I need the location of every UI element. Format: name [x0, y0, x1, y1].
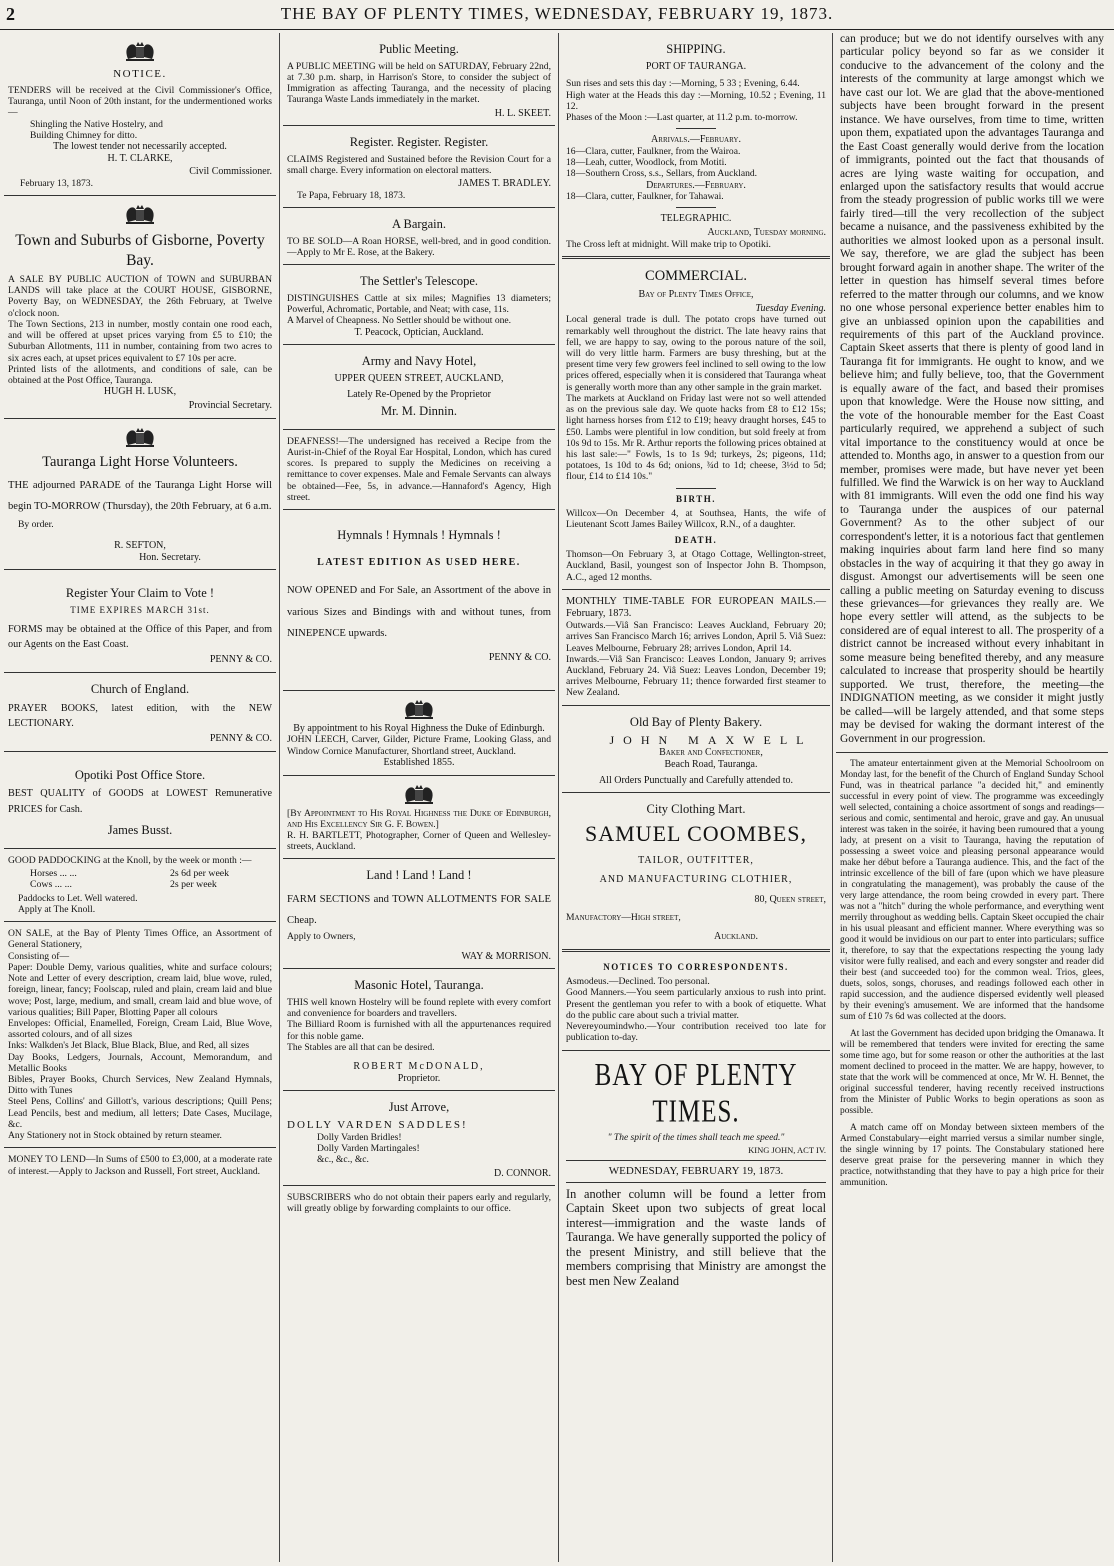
- paddocking-rates: [30, 868, 272, 891]
- public-meeting-heading: Public Meeting.: [379, 42, 459, 56]
- volunteers-heading: Tauranga Light Horse Volunteers.: [42, 453, 238, 470]
- column-rule: [558, 33, 559, 1562]
- register-ad: [283, 126, 555, 208]
- bartlett-ad: [283, 776, 555, 860]
- rule: [676, 128, 716, 129]
- stationery-envelopes: Envelopes: Official, Enamelled, Foreign, Cream Laid, Blue Wove, assorted colours, and of all sizes: [8, 1017, 272, 1041]
- royal-crest-icon: [287, 697, 551, 723]
- rule: [566, 1160, 826, 1161]
- gisborne-signer: HUGH H. LUSK,: [103, 386, 177, 398]
- stationery-inks: Inks: Walkden's Jet Black, Blue Black, Blue, and Red, all sizes: [8, 1040, 250, 1052]
- editorial-section: [562, 1051, 830, 1295]
- masonic-signer: ROBERT McDONALD,: [353, 1061, 485, 1072]
- telescope-heading: The Settler's Telescope.: [359, 274, 479, 289]
- shipping-moon: Phases of the Moon :—Last quarter, at 11.2 p.m. to-morrow.: [566, 111, 798, 123]
- birth-text: Willcox—On December 4, at Southsea, Hants, the wife of Lieutenant Scott James Bailey Willcox, R.N., of a daughter.: [566, 508, 826, 531]
- gisborne-text: A SALE BY PUBLIC AUCTION of TOWN and SUBURBAN LANDS will take place at the COURT HOUSE, GISBORNE, Poverty Bay, on WEDNESDAY, the 26th February, at Twelve o'clock noon.: [8, 273, 272, 319]
- masonic-ad: [283, 969, 555, 1091]
- opotiki-text: BEST QUALITY of GOODS at LOWEST Remunerative PRICES for Cash.: [8, 788, 272, 815]
- gisborne-text-3: Printed lists of the allotments, and conditions of sale, can be obtained at the Post Office, Tauranga.: [8, 363, 272, 386]
- volunteers-signer: R. SEFTON,: [114, 540, 166, 552]
- hymnals-ad: [283, 510, 555, 691]
- stationery-pens: Steel Pens, Collins' and Gillott's, various descriptions; Quill Pens; Lead Pencils, best and medium, all letters; Date Cases, Mucilage, &c.: [8, 1096, 272, 1130]
- column-rule: [832, 33, 833, 1562]
- arrival-item: 16—Clara, cutter, Faulkner, from the Wairoa.: [566, 145, 741, 157]
- mails-inwards: Inwards.—Viâ San Francisco: Leaves London, January 9; arrives Auckland, February 24. Viâ Suez: Leaves London, December 19; arrives Melbourne, February 11; thence forwarded first steamer to New Zealand.: [566, 653, 826, 699]
- editorial-body: can produce; but we do not identify ourselves with any particular policy beyond so far as we consider it conducive to the advancement of the colony and the interests of the community at large amongst which we have cast our lot. We are glad that the above-mentioned subjects have been brought forward in the present instance. We have ourselves, from time to time, written upon them, expatiated upon the advantages Tauranga and the East Coast generally would derive from the location of immigrants, pointed out the fact that thousands of acres are lying waste waiting for occupation, and enlarged upon the satisfactory results that would accrue from the steady progression of public works till we were fairly tired—till the very recollection of the subject became a nuisance, and the passiveness exhibited by the authorities we almost looked upon as a personal insult. We say, therefore, we are glad the subject has been brought forward again in another shape. The writer of the letter in question has himself several times before referred to the matter through our columns, and we know no one whose personal experience better enables him to give an unbiassed opinion upon the capabilities and requirements of this part of the Auckland province. Captain Skeet asserts that there is plenty of good land in Tauranga fit for immigrants. He ought to know, and we believe him; and fully believe, too, that the Government is equally aware of the fact, and based their promises upon that knowledge. Were the House now sitting, and the vote of the honourable member for the East Coast particularly required, we apprehend a subject of such vital importance to the constituency would at once be attended to. Months ago, in answer to a question from our member, promises were made, but have never yet been fulfilled. We find the Warwick is on her way to Auckland with 81 immigrants. Will even the odd one find his way to Tauranga under the auspices of our paternal Government? As to the other subject of our correspondent's letter, it is a notorious fact that gentlemen making inquiries about farm land here find so many obstacles in the way of acquiring it that they go away in disgust. Amongst our advertisements will be seen one calling a public meeting on Saturday evening to discuss these grievances—for grievances they really are. We hope every settler will attend, as the subjects to be considered are of equal interest to all. The prosperity of a district cannot be increased without every inhabitant in some measure being benefited thereby, and any measure calculated to increase that prosperity should be heartily supported. We trust, therefore, the meeting—the INDIGNATION meeting, as we consider it might justly be called—will be largely attended, and that some steps may be devised for waking the dormant interest of the Government in our progression.: [840, 33, 1104, 745]
- register-heading: Register. Register. Register.: [349, 135, 489, 150]
- news-entertainment: The amateur entertainment given at the Memorial Schoolroom on Monday last, for the benefit of the Church of England Sunday School Fund, was in theatrical parlance "a decided hit," and eminently successful in every point of view. The programme was exceedingly well selected, containing a choice assortment of songs and readings—serious and comic, sentimental and heroic, grave and gay. An unusual interest was taken in the soirée, it having been rumoured that a young lady, at present on a visit to Tauranga, having the reputation of possessing a sweet voice and pleasing personal appearance would make her début before a Tauranga audience. This, and the fact of the intrinsic excellence of the bill of fare (upon which we have pleasure in congratulating the management), was probably the cause of the very large attendance, the room being crowded in every part. There was not a "hitch" during the whole performance, and everything went merrily throughout as wedding bells. Captain Skeet occupied the chair in his usual pleasant and efficient manner. Where everything was so good it would be invidious on our part to enter into particulars; suffice it, therefore, to say that the expectations respecting the young lady visitor were fully realised, and each and every songster and reader did their best (and succeeded too) for the common weal. Trios, glees, duets, solos, songs, choruses, and readings followed each other in rapid succession, and the audience dispersed evidently well pleased by their evening's amusement. We are informed that the handsome sum of £10 7s 6d was collected at the doors.: [840, 759, 1104, 1023]
- royal-crest-icon: [287, 782, 551, 808]
- motto: " The spirit of the times shall teach me speed.": [607, 1133, 785, 1144]
- bakery-ad: [562, 706, 830, 794]
- telescope-text: DISTINGUISHES Cattle at six miles; Magnifies 13 diameters; Powerful, Achromatic, Portable, and Neat; with case, 11s.: [287, 292, 551, 316]
- correspondent-item: Nevereyoumindwho.—Your contribution received too late for publication to-day.: [566, 1021, 826, 1044]
- deafness-text: DEAFNESS!—The undersigned has received a Recipe from the Aurist-in-Chief of the Royal Ear Hospital, London, which has cured scores. Is prepared to supply the Medicines on receiving a remittance to cover expenses. Male and Female Servants can always be obtained—Fee, 5s, in advance.—Hannaford's Agency, High street.: [287, 435, 551, 503]
- bargain-ad: [283, 208, 555, 265]
- register-vote-heading: Register Your Claim to Vote !: [65, 586, 215, 601]
- departure-item: 18—Clara, cutter, Faulkner, for Tahawai.: [566, 191, 724, 203]
- register-vote-text: FORMS may be obtained at the Office of this Paper, and from our Agents on the East Coast.: [8, 623, 272, 650]
- gisborne-ad: [4, 196, 276, 418]
- money-ad: [4, 1148, 276, 1182]
- clothing-city: Auckland.: [714, 931, 758, 942]
- rule: [676, 488, 716, 489]
- leech-est: Established 1855.: [383, 756, 455, 768]
- masonic-signer-title: Proprietor.: [397, 1072, 441, 1084]
- paddocking-text: GOOD PADDOCKING at the Knoll, by the week or month :—: [8, 854, 252, 866]
- telescope-text-2: A Marvel of Cheapness. No Settler should be without one.: [287, 315, 512, 327]
- stationery-text: ON SALE, at the Bay of Plenty Times Office, an Assortment of General Stationery,: [8, 928, 272, 951]
- bakery-heading: Old Bay of Plenty Bakery.: [629, 714, 763, 729]
- masthead: [0, 0, 1114, 30]
- register-vote-ad: [4, 570, 276, 672]
- correspondent-item: Asmodeus.—Declined. Too personal.: [566, 976, 710, 988]
- clothing-ad: [562, 793, 830, 951]
- commercial-heading: COMMERCIAL.: [645, 268, 747, 285]
- clothing-line-1: TAILOR, OUTFITTER,: [638, 854, 754, 866]
- royal-crest-icon: [8, 202, 272, 228]
- hymnals-signer: PENNY & CO.: [488, 652, 551, 663]
- news-cricket: A match came off on Monday between sixteen members of the Armed Constabulary—eight married versus a similar number single, the single winning by 17 points. The Constabulary stationed here deserve great praise for the persevering manner in which they practice, notwithstanding that they have to pay a high price for their ammunition.: [840, 1123, 1104, 1189]
- local-news: [836, 753, 1108, 1195]
- land-heading: Land ! Land ! Land !: [366, 868, 472, 883]
- telescope-ad: [283, 265, 555, 345]
- stationery-books: Day Books, Ledgers, Journals, Account, Memorandum, and Metallic Books: [8, 1051, 272, 1074]
- editorial-date: WEDNESDAY, FEBRUARY 19, 1873.: [608, 1165, 784, 1178]
- bakery-name: JOHN MAXWELL: [609, 733, 813, 748]
- paddocking-ad: [4, 849, 276, 923]
- public-meeting-signer: H. L. SKEET.: [494, 107, 551, 119]
- death-heading: DEATH.: [674, 534, 718, 545]
- column-3: [562, 33, 830, 1562]
- public-meeting-text: A PUBLIC MEETING will be held on SATURDAY, February 22nd, at 7.30 p.m. sharp, in Harrison's Store, to consider the subject of Immigration as affecting Tauranga, and the necessity of placing Tauranga Waste Lands immediately in the market.: [287, 60, 551, 106]
- opotiki-signer: James Busst.: [107, 823, 173, 838]
- correspondents-heading: NOTICES TO CORRESPONDENTS.: [603, 961, 789, 972]
- army-navy-sub: UPPER QUEEN STREET, AUCKLAND,: [334, 372, 504, 384]
- editorial-continued: [836, 33, 1108, 753]
- bartlett-appointment: [By Appointment to His Royal Highness the Duke of Edinburgh, and His Excellency Sir G. F. Bowen.]: [287, 807, 551, 830]
- commercial-dateline: Bay of Plenty Times Office,: [638, 288, 754, 300]
- church-ad: [4, 673, 276, 752]
- commercial-dateline-2: Tuesday Evening.: [755, 302, 826, 314]
- army-navy-heading: Army and Navy Hotel,: [361, 354, 477, 369]
- hymnals-text: NOW OPENED and For Sale, an Assortment of the above in various Sizes and Bindings with and without tunes, from NINEPENCE upwards.: [287, 585, 551, 639]
- church-signer: PENNY & CO.: [209, 733, 272, 745]
- commercial-text: Local general trade is dull. The potato crops have turned out remarkably well throughout the district. The late heavy rains that fell, we are happy to say, owing to the porous nature of the soil, will do very little harm. Farmers are busy threshing, but at the present time very few growers feel inclined to sell owing to the low prices offered, especially when it is considered that Tauranga wheat is generally worth more than any other sample in the grain market.: [566, 314, 826, 393]
- royal-crest-icon: [8, 425, 272, 451]
- volunteers-ad: [4, 419, 276, 571]
- land-apply: Apply to Owners,: [287, 931, 356, 943]
- bargain-heading: A Bargain.: [392, 217, 446, 232]
- notice-item: Building Chimney for ditto.: [30, 129, 138, 141]
- newspaper-nameplate: BAY OF PLENTY TIMES.: [594, 1058, 798, 1129]
- register-date: Te Papa, February 18, 1873.: [297, 189, 406, 201]
- army-navy-line: Lately Re-Opened by the Proprietor: [347, 388, 491, 400]
- paddocking-line-3: Apply at The Knoll.: [18, 903, 96, 915]
- gisborne-heading: Town and Suburbs of Gisborne, Poverty Bay.: [15, 232, 265, 269]
- army-navy-name: Mr. M. Dinnin.: [380, 404, 458, 419]
- church-heading: Church of England.: [90, 681, 190, 696]
- commercial-section: [562, 259, 830, 590]
- clothing-address: 80, Queen street,: [754, 894, 826, 906]
- masonic-text: THIS well known Hostelry will be found replete with every comfort and convenience for boarders and travellers.: [287, 996, 551, 1020]
- register-vote-signer: PENNY & CO.: [209, 654, 272, 666]
- shipping-tide: High water at the Heads this day :—Morning, 10.52 ; Evening, 11 12.: [566, 89, 826, 112]
- notice-heading: NOTICE.: [113, 68, 167, 80]
- rule: [676, 207, 716, 208]
- arrove-line: &c., &c., &c.: [317, 1154, 369, 1166]
- arrove-ad: [283, 1091, 555, 1186]
- arrival-item: 18—Leah, cutter, Woodlock, from Motiti.: [566, 157, 727, 169]
- page-number: 2: [6, 4, 15, 24]
- masonic-heading: Masonic Hotel, Tauranga.: [354, 978, 484, 993]
- bartlett-text: R. H. BARTLETT, Photographer, Corner of Queen and Wellesley-streets, Auckland.: [287, 829, 551, 853]
- commercial-text-2: The markets at Auckland on Friday last were not so well attended as on the previous sale day. We quote hacks from £8 to £12 15s; light harness horses from £12 to £19; heavy draught horses, £45 to £50. Lambs were plentiful in low condition, but sold freely at from 10s 9d to 15s. Mr R. Arthur reports the following prices obtained at his last sale:—" Fowls, 1s to 1s 9d; turkeys, 2s; pigeons, 11d; potatoes, 1s 10d to 4s 6d; onions, ¾d to 1d; cheese, 3½d to 5d; flour, £14 to £14 10s.": [566, 392, 826, 483]
- notice-signer: H. T. CLARKE,: [107, 152, 173, 164]
- telegraphic-heading: TELEGRAPHIC.: [660, 213, 732, 225]
- column-2: [283, 33, 555, 1562]
- news-bridge: At last the Government has decided upon bridging the Omanawa. It will be remembered that tenders were invited for erecting the same some time ago, but for some reason or other the authorities at the last moment declined to proceed in the matter. We are happy, however, to state that the work will be commenced at once, Mr W. H. Bennet, the original successful tenderer, having recently received instructions from the Minister of Public Works to begin operations as soon as possible.: [840, 1029, 1104, 1117]
- stationery-consisting: Consisting of—: [8, 950, 70, 962]
- bakery-address: Beach Road, Tauranga.: [664, 758, 758, 770]
- arrivals-heading: Arrivals.—February.: [651, 134, 741, 146]
- arrove-line: Dolly Varden Bridles!: [317, 1131, 402, 1143]
- stationery-ad: [4, 922, 276, 1148]
- correspondents-section: [562, 952, 830, 1051]
- stationery-bibles: Bibles, Prayer Books, Church Services, New Zealand Hymnals, Ditto with Tunes: [8, 1074, 272, 1097]
- column-rule: [279, 33, 280, 1562]
- shipping-sub: PORT OF TAURANGA.: [645, 60, 747, 72]
- notice-item: Shingling the Native Hostelry, and: [30, 118, 163, 130]
- subscribers-text: SUBSCRIBERS who do not obtain their papers early and regularly, will greatly oblige by forwarding complaints to our office.: [287, 1192, 551, 1215]
- register-vote-sub: TIME EXPIRES MARCH 31st.: [70, 605, 210, 616]
- royal-crest-icon: [8, 39, 272, 65]
- rate-row: Cows ... ... 2s per week: [30, 879, 217, 891]
- mails-outwards: Outwards.—Viâ San Francisco: Leaves Auckland, February 20; arrives San Francisco March 16; arrives London, April 5. Viâ Suez: Leaves Melbourne, February 28; arrives London, April 14.: [566, 620, 826, 654]
- arrove-text: DOLLY VARDEN SADDLES!: [287, 1119, 468, 1131]
- bakery-title: Baker and Confectioner,: [659, 747, 763, 759]
- bakery-text: All Orders Punctually and Carefully attended to.: [598, 774, 794, 786]
- masthead-title: THE BAY OF PLENTY TIMES, WEDNESDAY, FEBRUARY 19, 1873.: [280, 4, 834, 23]
- volunteers-signer-title: Hon. Secretary.: [139, 551, 201, 563]
- land-ad: [283, 859, 555, 969]
- stationery-note: Any Stationery not in Stock obtained by return steamer.: [8, 1130, 222, 1142]
- mails-heading: MONTHLY TIME-TABLE FOR EUROPEAN MAILS.—February, 1873.: [566, 595, 826, 619]
- money-text: MONEY TO LEND—In Sums of £500 to £3,000, at a moderate rate of interest.—Apply to Jackson and Russell, Fort street, Auckland.: [8, 1154, 272, 1177]
- leech-ad: [283, 691, 555, 776]
- shipping-section: [562, 33, 830, 259]
- public-meeting-ad: [283, 33, 555, 126]
- opotiki-ad: [4, 752, 276, 849]
- deafness-ad: [283, 430, 555, 510]
- leech-appointment: By appointment to his Royal Highness the Duke of Edinburgh.: [293, 722, 545, 734]
- volunteers-by-order: By order.: [18, 518, 54, 530]
- leech-text: JOHN LEECH, Carver, Gilder, Picture Frame, Looking Glass, and Window Cornice Manufacturer, Shortland street, Auckland.: [287, 734, 551, 757]
- masonic-text-2: The Billiard Room is furnished with all the appurtenances required for this noble game.: [287, 1019, 551, 1042]
- notice-text: TENDERS will be received at the Civil Commissioner's Office, Tauranga, until Noon of 20th instant, for the undermentioned works—: [8, 84, 272, 119]
- notice-signer-title: Civil Commissioner.: [189, 166, 272, 178]
- stationery-paper: Paper: Double Demy, various qualities, white and surface colours; Note and Letter of every description, cream laid, blue wove, ruled, foreign, linear, fancy; Foolscap, ruled and plain, cream laid and blue wove; Post, large, medium, and small, cream laid and blue wove, of various qualities; Bill Paper, Blotting Paper all colours: [8, 961, 272, 1018]
- arrove-line: Dolly Varden Martingales!: [317, 1143, 420, 1155]
- arrove-signer: D. CONNOR.: [494, 1167, 551, 1179]
- register-signer: JAMES T. BRADLEY.: [458, 178, 551, 190]
- hymnals-sub: LATEST EDITION AS USED HERE.: [317, 556, 521, 568]
- clothing-name: SAMUEL COOMBES,: [585, 820, 807, 846]
- column-4: [836, 33, 1108, 1562]
- shipping-sun: Sun rises and sets this day :—Morning, 5 33 ; Evening, 6.44.: [566, 78, 800, 90]
- notice-note: The lowest tender not necessarily accepted.: [53, 140, 227, 152]
- telegraphic-text: The Cross left at midnight. Will make trip to Opotiki.: [566, 238, 771, 250]
- clothing-heading: City Clothing Mart.: [646, 802, 746, 817]
- clothing-line-2: AND MANUFACTURING CLOTHIER,: [599, 874, 793, 886]
- clothing-factory: Manufactory—High street,: [566, 911, 681, 923]
- arrival-item: 18—Southern Cross, s.s., Sellars, from Auckland.: [566, 168, 758, 180]
- land-text: FARM SECTIONS and TOWN ALLOTMENTS FOR SALE Cheap.: [287, 894, 551, 927]
- opotiki-heading: Opotiki Post Office Store.: [74, 767, 206, 782]
- paddocking-line-2: Paddocks to Let. Well watered.: [18, 892, 138, 904]
- shipping-heading: SHIPPING.: [666, 42, 726, 56]
- gisborne-signer-title: Provincial Secretary.: [188, 399, 272, 411]
- departures-heading: Departures.—February.: [646, 179, 746, 191]
- gisborne-text-2: The Town Sections, 213 in number, mostly contain one rood each, and will be offered at upset prices varying from £5 to £10; the Suburban Allotments, 111 in number, containing from two acres to six acres each, at upset prices equivalent to £7 10s per acre.: [8, 318, 272, 364]
- editorial-lead: In another column will be found a letter from Captain Skeet upon two subjects of great local interest—immigration and the waste lands of Tauranga. We have generally supported the policy of the present Ministry, and still believe that the members comprising that Ministry are amongst the best men New Zealand: [566, 1186, 826, 1288]
- hymnals-heading: Hymnals ! Hymnals ! Hymnals !: [337, 528, 501, 543]
- motto-source: KING JOHN, ACT IV.: [748, 1145, 826, 1156]
- arrove-heading: Just Arrove,: [388, 1100, 450, 1115]
- register-text: CLAIMS Registered and Sustained before the Revision Court for a small charge. Every information on electoral matters.: [287, 153, 551, 177]
- army-navy-ad: [283, 345, 555, 430]
- birth-heading: BIRTH.: [676, 493, 716, 504]
- death-text: Thomson—On February 3, at Otago Cottage, Wellington-street, Auckland, Basil, youngest son of Inspector John B. Thompson, A.C., aged 12 months.: [566, 549, 826, 583]
- notice-ad: [4, 33, 276, 196]
- subscribers-ad: [283, 1186, 555, 1220]
- column-1: [4, 33, 276, 1562]
- church-text: PRAYER BOOKS, latest edition, with the NEW LECTIONARY.: [8, 702, 272, 729]
- mails-section: [562, 590, 830, 706]
- rule: [566, 1182, 826, 1183]
- land-signer: WAY & MORRISON.: [461, 950, 551, 962]
- masonic-text-3: The Stables are all that can be desired.: [287, 1041, 435, 1053]
- rate-row: Horses ... ... 2s 6d per week: [30, 867, 230, 879]
- telegraphic-dateline: Auckland, Tuesday morning.: [707, 227, 826, 239]
- notice-date: February 13, 1873.: [20, 178, 94, 190]
- volunteers-text: THE adjourned PARADE of the Tauranga Light Horse will begin TO-MORROW (Thursday), the 20th February, at 6 a.m.: [8, 479, 272, 512]
- bargain-text: TO BE SOLD—A Roan HORSE, well-bred, and in good condition.—Apply to Mr E. Rose, at the Bakery.: [287, 235, 551, 258]
- correspondent-item: Good Manners.—You seem particularly anxious to rush into print. Present the gentleman you refer to with a book of etiquette. What do the public care about such a trivial matter.: [566, 987, 826, 1021]
- telescope-signer: T. Peacock, Optician, Auckland.: [354, 326, 484, 338]
